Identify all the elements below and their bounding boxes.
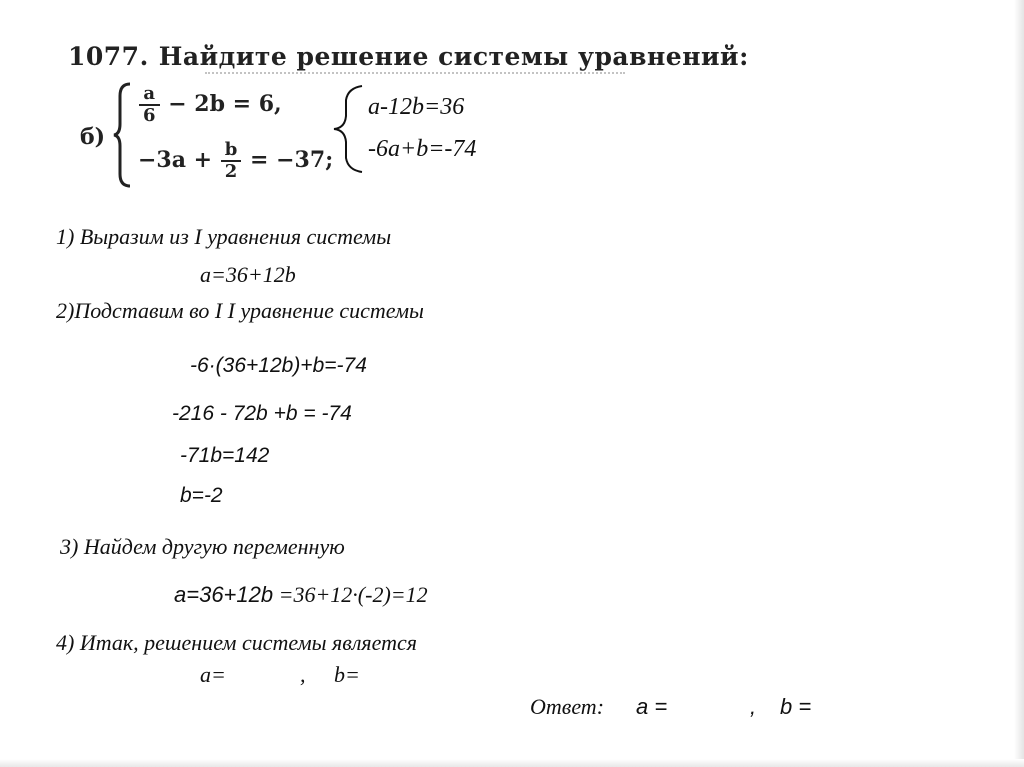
system-brace [332,84,366,174]
problem-title: Найдите решение системы уравнений: [158,42,749,71]
fraction-numerator: a [143,83,156,104]
equation-lead: −3a + [138,147,213,173]
step-3-result-computation: =36+12·(-2)=12 [273,582,428,607]
fraction-denominator: 2 [224,161,238,182]
system-equation-2: -6a+b=-74 [368,136,477,162]
original-equation-2 [138,140,333,182]
step-4-comma: , [300,662,306,687]
step-4-b-label: b= [334,662,360,687]
step-1-result: a=36+12b [200,262,296,287]
original-equation-1 [138,84,282,126]
answer-comma: , [750,694,757,719]
answer-b: b = [780,694,812,719]
problem-number: 1077. [68,42,149,71]
system-equation-1: a-12b=36 [368,94,465,120]
step-2-text: 2)Подставим во I I уравнение системы [56,298,424,323]
scan-cutoff-line [205,72,625,80]
calculation-line-2: -216 - 72b +b = -74 [172,402,352,425]
original-system-brace [112,80,134,190]
slide-bottom-edge [0,759,1024,767]
step-3-result [174,582,428,608]
problem-heading [68,42,749,71]
step-3-result-formula: a=36+12b [174,582,274,607]
fraction-numerator: b [224,139,238,160]
answer-label: Ответ: [530,694,605,719]
step-3-text: 3) Найдем другую переменную [60,534,345,559]
step-1-text: 1) Выразим из I уравнения системы [56,224,392,249]
calculation-line-4: b=-2 [180,484,223,507]
equation-remainder: − 2b = 6, [168,91,282,117]
step-4-text: 4) Итак, решением системы является [56,630,417,655]
part-label: б) [80,124,106,150]
fraction-a-over-6 [141,84,158,126]
slide-right-edge [1014,0,1024,767]
calculation-line-3: -71b=142 [180,444,270,467]
calculation-line-1: -6·(36+12b)+b=-74 [190,354,367,377]
fraction-b-over-2 [223,140,240,182]
step-4-a-label: a= [200,662,226,687]
equation-remainder: = −37; [250,147,334,173]
fraction-denominator: 6 [143,105,156,126]
answer-a: a = [636,694,668,719]
